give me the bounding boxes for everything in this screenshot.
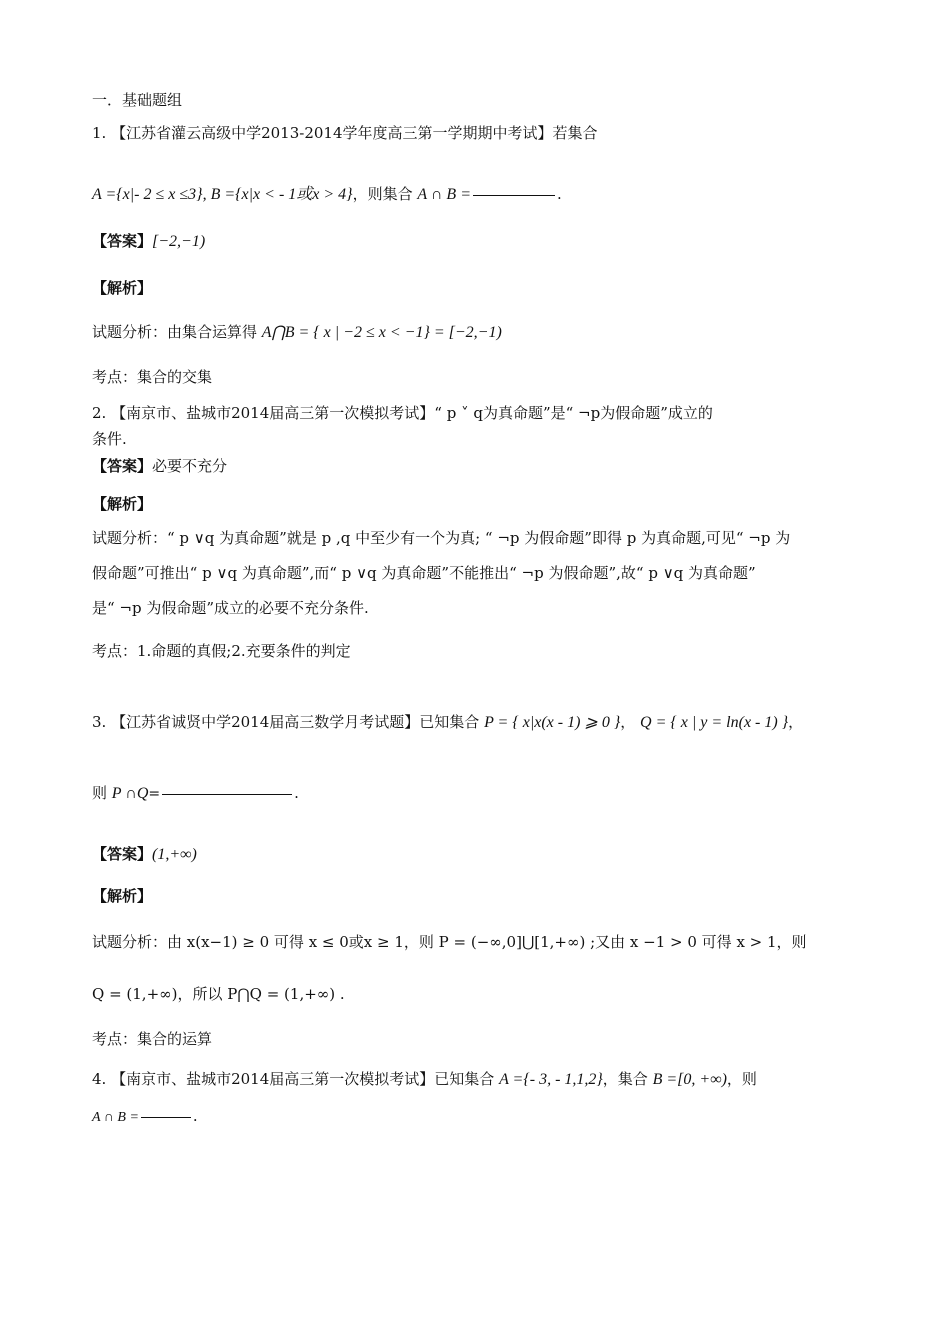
analysis-label: 【解析】	[92, 887, 153, 905]
set-definition: A ={x|- 2 ≤ x ≤3}, B ={x|x < - 1或x > 4}	[92, 186, 353, 203]
analysis-line-3: 是“ ¬p 为假命题”成立的必要不充分条件.	[92, 599, 369, 617]
comma: ，	[620, 713, 636, 731]
question-number: 4.	[92, 1070, 107, 1088]
answer-label: 【答案】	[92, 845, 153, 863]
analysis-line-2: 假命题”可推出“ p ∨q 为真命题”,而“ p ∨q 为真命题”不能推出“ ¬p 为假命题”,故“ p ∨q 为真命题”	[92, 564, 756, 582]
kaodian: 考点：集合的交集	[92, 368, 213, 386]
question-number: 3.	[92, 713, 107, 731]
answer-blank	[162, 794, 292, 795]
target-expression: A ∩ B =	[417, 186, 471, 203]
question-source: 【南京市、盐城市2014届高三第一次模拟考试】已知集合	[111, 1070, 495, 1088]
answer-label: 【答案】	[92, 457, 153, 475]
set-a-definition: A ={- 3, - 1,1,2}	[499, 1071, 603, 1088]
period: .	[192, 1107, 198, 1125]
question-text: ，则集合	[352, 185, 413, 203]
question-3-line2	[92, 782, 299, 805]
analysis-line-1: 试题分析：由 x(x−1) ≥ 0 可得 x ≤ 0或x ≥ 1，则 P = (−∞,0]⋃[1,+∞) ;又由 x −1 > 0 可得 x > 1，则	[92, 933, 807, 951]
question-number: 2.	[92, 404, 107, 422]
equals-sign: =	[148, 786, 161, 802]
analysis-line-2: Q = (1,+∞)，所以 P⋂Q = (1,+∞) .	[92, 985, 345, 1003]
set-q-definition: Q = { x | y = ln(x - 1) }	[640, 714, 789, 731]
question-2-line2: 条件.	[92, 430, 127, 448]
section-heading: 一．基础题组	[92, 91, 183, 109]
analysis-line-1: 试题分析：“ p ∨q 为真命题”就是 p ,q 中至少有一个为真; “ ¬p 为假命题”即得 p 为真命题,可见“ ¬p 为	[92, 529, 791, 547]
set-p-definition: P = { x|x(x - 1) ⩾ 0 }	[484, 714, 621, 731]
set-b-definition: B =[0, +∞)	[652, 1071, 727, 1088]
answer-blank	[141, 1117, 191, 1118]
answer-value: (1,+∞)	[152, 846, 197, 863]
comma: ，	[788, 713, 804, 731]
answer-line	[92, 843, 197, 866]
analysis-prefix: 试题分析：由集合运算得	[92, 323, 258, 341]
question-4-header	[92, 1068, 757, 1091]
question-source: 【南京市、盐城市2014届高三第一次模拟考试】“ p ˅ q为真命题”是“ ¬p为假命题”成立的	[111, 404, 713, 422]
kaodian: 考点：1.命题的真假;2.充要条件的判定	[92, 642, 351, 660]
question-number: 1.	[92, 124, 107, 142]
period: .	[556, 185, 562, 203]
kaodian: 考点：集合的运算	[92, 1030, 213, 1048]
answer-blank	[473, 195, 555, 196]
question-text: 则	[92, 784, 108, 802]
question-source: 【江苏省诚贤中学2014届高三数学月考试题】已知集合	[111, 713, 480, 731]
target-expression: A ∩ B =	[92, 1110, 139, 1125]
analysis-text	[92, 321, 502, 344]
analysis-label: 【解析】	[92, 279, 153, 297]
answer-label: 【答案】	[92, 232, 153, 250]
analysis-formula: A⋂B = { x | −2 ≤ x < −1} = [−2,−1)	[261, 324, 502, 341]
answer-line	[92, 230, 205, 253]
question-2-header	[92, 402, 713, 424]
analysis-label: 【解析】	[92, 495, 153, 513]
target-expression: P ∩Q	[111, 785, 149, 802]
question-3-header	[92, 711, 803, 734]
answer-value: [−2,−1)	[152, 233, 206, 250]
question-text: ，则	[726, 1070, 757, 1088]
question-1-header	[92, 122, 598, 144]
period: .	[294, 784, 299, 802]
question-source: 【江苏省灌云高级中学2013-2014学年度高三第一学期期中考试】若集合	[111, 124, 598, 142]
question-4-line2	[92, 1105, 198, 1129]
answer-value: 必要不充分	[152, 457, 228, 475]
answer-line	[92, 455, 227, 477]
question-1-body	[92, 183, 562, 206]
question-text: ，集合	[602, 1070, 648, 1088]
